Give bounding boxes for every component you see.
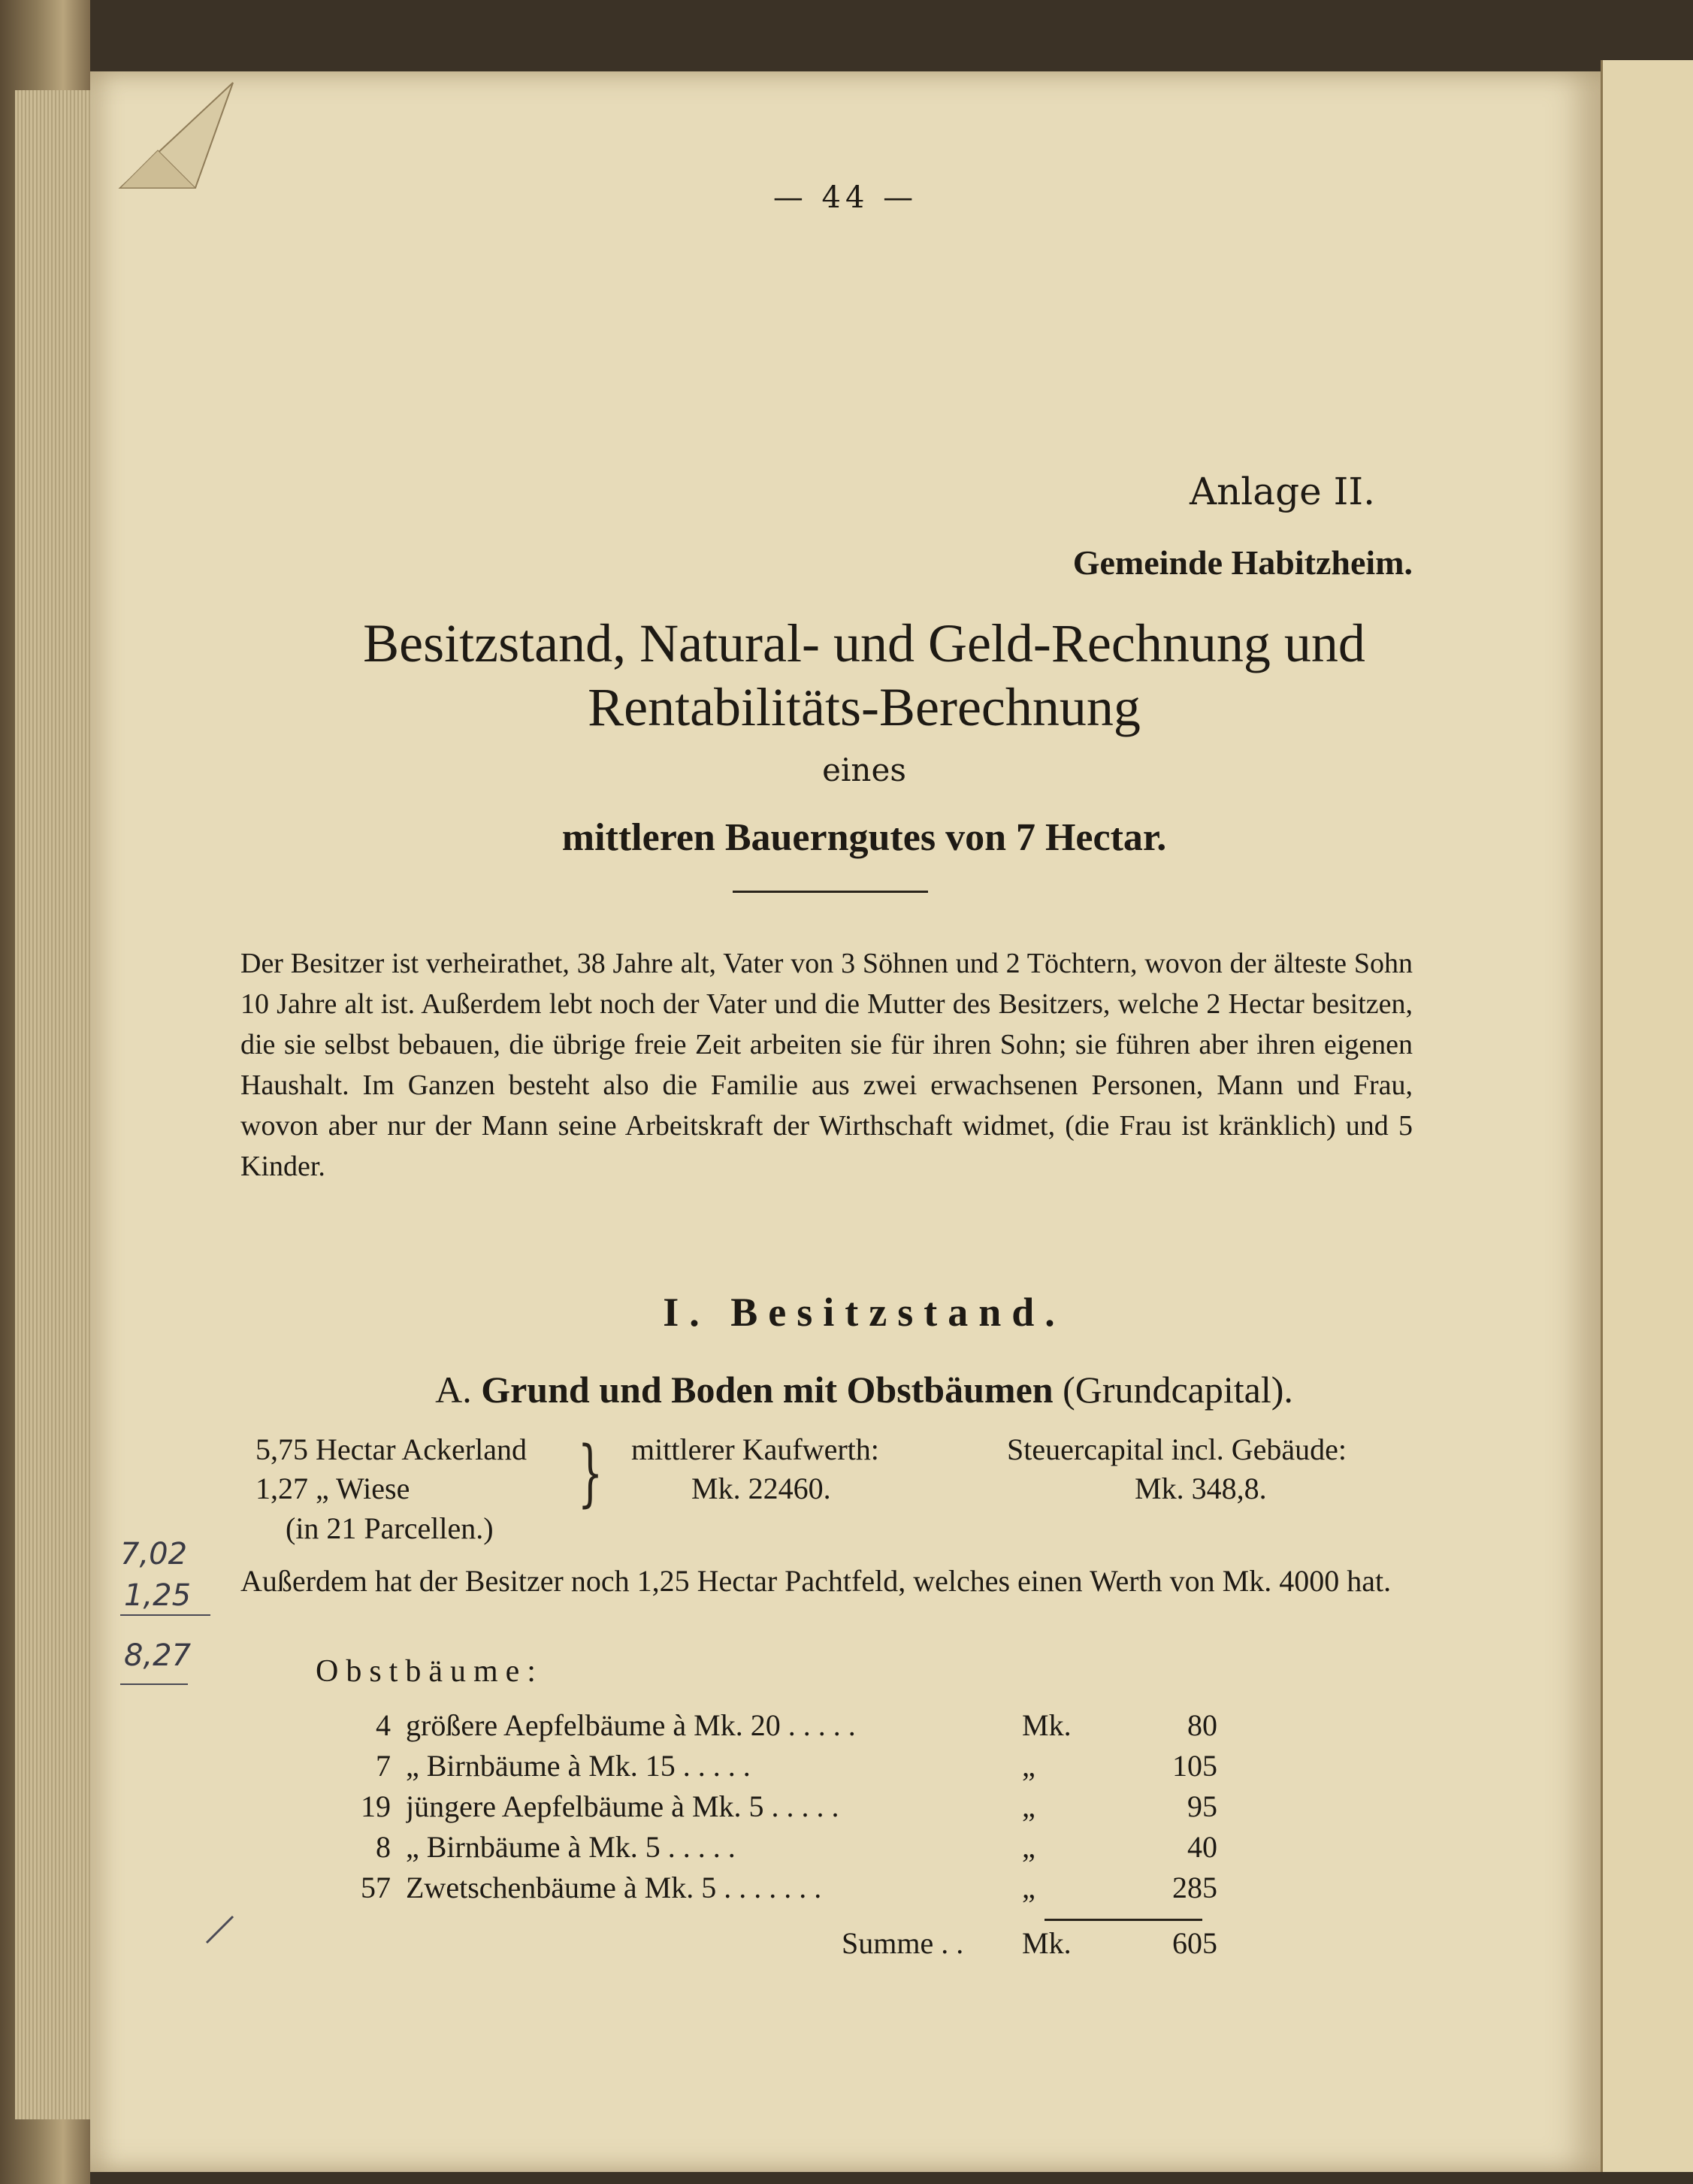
sum-rule [1045, 1919, 1202, 1921]
page-number: — 44 — [772, 180, 918, 215]
tree-description: „ Birnbäume à Mk. 15 . . . . . [406, 1749, 751, 1783]
tax-capital-label: Steuercapital incl. Gebäude: [1007, 1432, 1347, 1466]
tree-count: 8 [376, 1830, 391, 1864]
folded-corner [113, 75, 240, 195]
land-value: Mk. 22460. [691, 1472, 831, 1505]
tree-value: 285 [1172, 1871, 1217, 1904]
tree-value: 95 [1187, 1789, 1217, 1823]
margin-note: 7,02 [120, 1537, 188, 1571]
table-row [316, 1708, 1217, 1748]
table-row [316, 1789, 1217, 1829]
tree-value: 80 [1187, 1708, 1217, 1742]
intro-paragraph: Der Besitzer ist verheirathet, 38 Jahre alt, Vater von 3 Söhnen und 2 Töchtern, wovon der älteste Sohn 10 Jahre alt ist. Außerdem lebt noch der Vater und die Mutter des Besitzers, welche 2 Hectar besitzen, die sie selbst bebauen, die übrige freie Zeit arbeiten sie für ihren Sohn; sie führen aber ihren eigenen Haushalt. Im Ganzen besteht also die Familie aus zwei erwachsenen Personen, Mann und Frau, wovon aber nur der Mann seine Arbeitskraft der Wirthschaft widmet, (die Frau ist kränklich) und 5 Kinder. [240, 948, 1413, 1182]
table-row [316, 1748, 1217, 1789]
currency-unit: „ [1022, 1830, 1035, 1864]
tree-value: 105 [1172, 1749, 1217, 1783]
currency-unit: „ [1022, 1871, 1035, 1904]
section-a-heading [301, 1368, 1428, 1411]
title-line-2: Rentabilitäts-Berechnung [588, 677, 1141, 737]
tree-value: 40 [1187, 1830, 1217, 1864]
margin-note-rule [120, 1614, 210, 1616]
tree-description: größere Aepfelbäume à Mk. 20 . . . . . [406, 1708, 856, 1742]
currency-unit: „ [1022, 1749, 1035, 1783]
section-a-letter: A. [435, 1369, 472, 1411]
land-row-1: 5,75 Hectar Ackerland [255, 1432, 527, 1466]
sum-row [316, 1925, 1217, 1966]
section-a-rest: (Grundcapital). [1063, 1369, 1293, 1411]
tree-description: „ Birnbäume à Mk. 5 . . . . . [406, 1830, 736, 1864]
sum-label: Summe . . [842, 1926, 964, 1960]
tree-count: 57 [361, 1871, 391, 1904]
land-row-2: 1,27 „ Wiese [255, 1472, 410, 1505]
tree-count: 4 [376, 1708, 391, 1742]
appendix-label: Anlage II. [1190, 470, 1375, 513]
sum-unit: Mk. [1022, 1926, 1072, 1960]
tree-description: Zwetschenbäume à Mk. 5 . . . . . . . [406, 1871, 822, 1904]
land-value-label: mittlerer Kaufwerth: [631, 1432, 879, 1466]
pencil-mark [203, 1909, 240, 1947]
tree-count: 19 [361, 1789, 391, 1823]
title-line-3: mittleren Bauerngutes von 7 Hectar. [561, 816, 1167, 859]
table-row [316, 1870, 1217, 1910]
fruit-trees-heading: Obstbäume: [316, 1654, 543, 1689]
table-row [316, 1829, 1217, 1870]
currency-unit: Mk. [1022, 1708, 1072, 1742]
title-divider [733, 891, 928, 893]
tree-count: 7 [376, 1749, 391, 1783]
title-connector: eines [822, 752, 906, 788]
currency-unit: „ [1022, 1789, 1035, 1823]
margin-note-underline [120, 1683, 188, 1685]
land-row-3: (in 21 Parcellen.) [286, 1511, 494, 1545]
section-a-bold: Grund und Boden mit Obstbäumen [481, 1369, 1054, 1411]
tree-description: jüngere Aepfelbäume à Mk. 5 . . . . . [406, 1789, 839, 1823]
lease-paragraph: Außerdem hat der Besitzer noch 1,25 Hectar Pachtfeld, welches einen Werth von Mk. 4000 hat. [240, 1564, 1392, 1598]
tax-capital-value: Mk. 348,8. [1135, 1472, 1267, 1505]
page-edges [15, 90, 98, 2119]
sum-value: 605 [1172, 1926, 1217, 1960]
margin-note: 1,25 [124, 1578, 192, 1613]
section-1-heading: I. Besitzstand. [663, 1290, 1066, 1335]
brace-symbol: } [577, 1431, 603, 1515]
municipality-heading: Gemeinde Habitzheim. [1072, 543, 1413, 582]
facing-page-edge [1601, 60, 1693, 2172]
title-line-1: Besitzstand, Natural- und Geld-Rechnung und [363, 613, 1365, 673]
margin-note: 8,27 [124, 1638, 192, 1673]
